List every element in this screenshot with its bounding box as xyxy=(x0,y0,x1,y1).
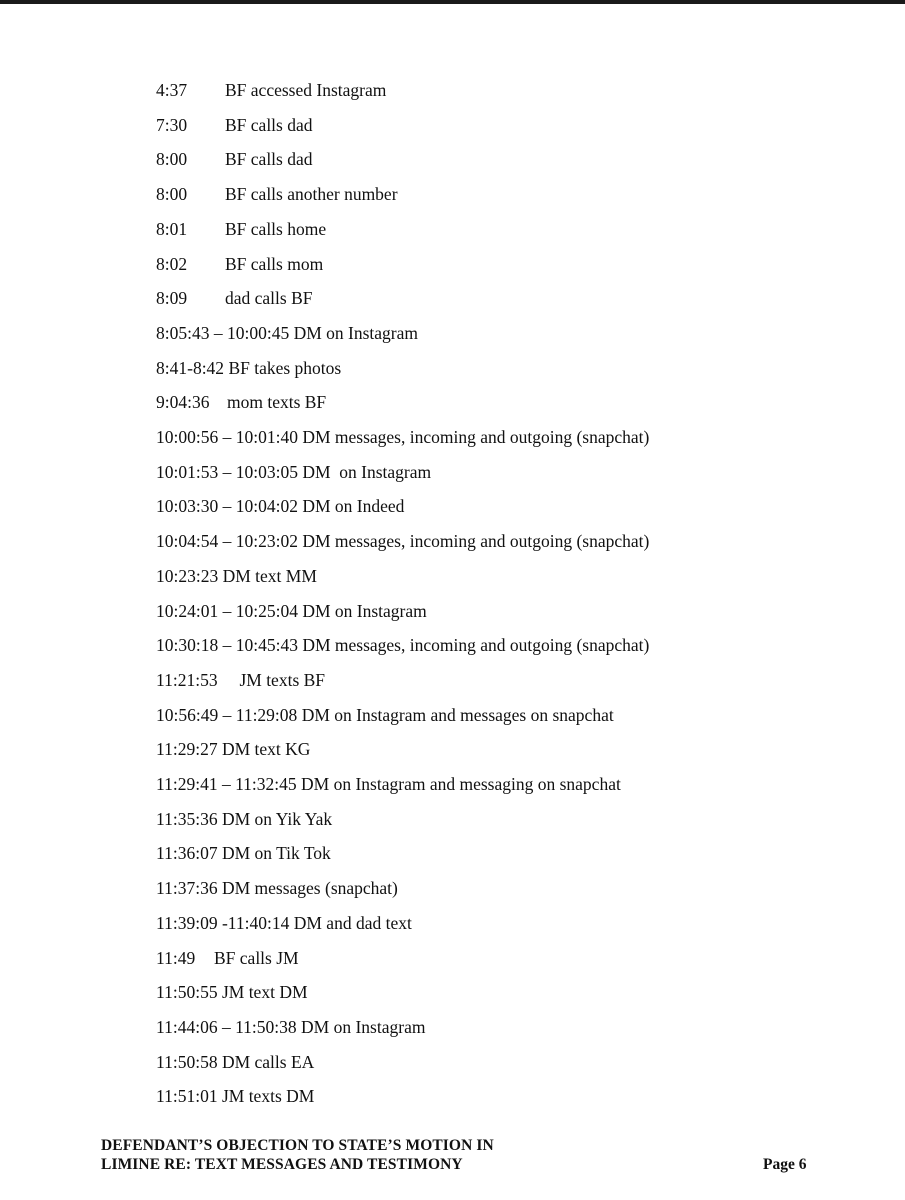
entry-time: 7:30 xyxy=(156,115,188,135)
entry-time: 11:49 xyxy=(156,948,196,968)
entry-time: 8:41-8:42 xyxy=(156,358,225,378)
entry-time: 10:56:49 – 11:29:08 xyxy=(156,705,298,725)
timeline-entry xyxy=(156,737,310,761)
entry-description: BF calls dad xyxy=(225,115,313,135)
entry-time: 8:09 xyxy=(156,288,188,308)
entry-description: DM messages, incoming and outgoing (snapchat) xyxy=(302,635,650,655)
timeline-entry xyxy=(156,772,621,796)
entry-description: BF calls home xyxy=(225,219,327,239)
timeline-entry xyxy=(156,286,313,310)
entry-description: BF accessed Instagram xyxy=(225,80,387,100)
entry-time: 11:37:36 xyxy=(156,878,218,898)
entry-description: DM and dad text xyxy=(293,913,412,933)
timeline-entry xyxy=(156,252,323,276)
timeline-entry xyxy=(156,78,386,102)
entry-time: 10:00:56 – 10:01:40 xyxy=(156,427,298,447)
document-footer-caption xyxy=(101,1136,494,1174)
entry-time: 11:35:36 xyxy=(156,809,218,829)
timeline-entry xyxy=(156,633,649,657)
timeline-entry xyxy=(156,911,412,935)
timeline-entry xyxy=(156,113,313,137)
entry-description: DM on Instagram and messages on snapchat xyxy=(301,705,614,725)
entry-description: DM on Instagram xyxy=(301,1017,426,1037)
timeline-entry xyxy=(156,390,326,414)
footer-line-1: DEFENDANT’S OBJECTION TO STATE’S MOTION IN xyxy=(101,1137,494,1154)
entry-description: DM text MM xyxy=(222,566,317,586)
entry-time: 11:21:53 xyxy=(156,670,218,690)
entry-description: DM messages, incoming and outgoing (snapchat) xyxy=(302,531,650,551)
entry-description: DM calls EA xyxy=(221,1052,315,1072)
entry-description: BF calls JM xyxy=(214,948,299,968)
timeline-entry xyxy=(156,807,332,831)
entry-time: 8:02 xyxy=(156,254,188,274)
entry-description: BF takes photos xyxy=(228,358,342,378)
entry-time: 10:03:30 – 10:04:02 xyxy=(156,496,298,516)
entry-time: 11:51:01 xyxy=(156,1086,218,1106)
timeline-entry xyxy=(156,703,614,727)
timeline-entry xyxy=(156,182,398,206)
timeline-entry xyxy=(156,841,331,865)
entry-time: 10:01:53 – 10:03:05 xyxy=(156,462,298,482)
entry-description: BF calls another number xyxy=(225,184,398,204)
entry-time: 11:29:41 – 11:32:45 xyxy=(156,774,297,794)
timeline-entry xyxy=(156,1050,314,1074)
page-number: Page 6 xyxy=(763,1156,807,1173)
timeline-entry xyxy=(156,980,308,1004)
entry-time: 10:23:23 xyxy=(156,566,219,586)
entry-separator xyxy=(209,392,227,412)
entry-description: DM on Instagram xyxy=(293,323,419,343)
timeline-entry xyxy=(156,356,341,380)
entry-description: JM text DM xyxy=(221,982,308,1002)
entry-description: BF calls dad xyxy=(225,149,313,169)
entry-description: BF calls mom xyxy=(225,254,324,274)
timeline-entry xyxy=(156,1015,425,1039)
entry-description: DM on Instagram and messaging on snapchat xyxy=(301,774,621,794)
entry-description: JM texts DM xyxy=(221,1086,315,1106)
timeline-entry xyxy=(156,321,418,345)
timeline-entry xyxy=(156,147,313,171)
timeline-entry xyxy=(156,494,404,518)
timeline-entry xyxy=(156,946,299,970)
entry-time: 11:36:07 xyxy=(156,843,218,863)
entry-description: DM on Indeed xyxy=(302,496,405,516)
entry-description: DM on Instagram xyxy=(302,601,427,621)
entry-time: 11:39:09 -11:40:14 xyxy=(156,913,290,933)
timeline-entry xyxy=(156,564,317,588)
timeline-entry xyxy=(156,1084,314,1108)
entry-description: dad calls BF xyxy=(225,288,313,308)
entry-time: 4:37 xyxy=(156,80,188,100)
entry-time: 10:24:01 – 10:25:04 xyxy=(156,601,298,621)
timeline-entry xyxy=(156,529,649,553)
entry-description: JM texts BF xyxy=(235,670,326,690)
entry-time: 10:30:18 – 10:45:43 xyxy=(156,635,298,655)
entry-time: 11:50:55 xyxy=(156,982,218,1002)
entry-description: DM text KG xyxy=(221,739,311,759)
timeline-entry xyxy=(156,599,427,623)
entry-time: 8:00 xyxy=(156,149,188,169)
entry-description: DM on Tik Tok xyxy=(221,843,331,863)
entry-description: DM on Yik Yak xyxy=(221,809,333,829)
entry-time: 10:04:54 – 10:23:02 xyxy=(156,531,298,551)
entry-time: 9:04:36 xyxy=(156,392,210,412)
entry-description: mom texts BF xyxy=(226,392,327,412)
entry-description: DM messages, incoming and outgoing (snapchat) xyxy=(302,427,650,447)
entry-time: 11:29:27 xyxy=(156,739,218,759)
entry-time: 8:01 xyxy=(156,219,188,239)
entry-time: 8:05:43 – 10:00:45 xyxy=(156,323,290,343)
entry-time: 11:44:06 – 11:50:38 xyxy=(156,1017,297,1037)
timeline-entry xyxy=(156,425,649,449)
timeline-entry xyxy=(156,217,326,241)
entry-description: DM messages (snapchat) xyxy=(221,878,398,898)
entry-description: DM on Instagram xyxy=(302,462,432,482)
timeline-entry xyxy=(156,460,431,484)
entry-time: 11:50:58 xyxy=(156,1052,218,1072)
timeline-entry xyxy=(156,668,325,692)
entry-separator xyxy=(218,670,236,690)
timeline-entry xyxy=(156,876,398,900)
footer-line-2: LIMINE RE: TEXT MESSAGES AND TESTIMONY xyxy=(101,1156,463,1173)
entry-time: 8:00 xyxy=(156,184,188,204)
